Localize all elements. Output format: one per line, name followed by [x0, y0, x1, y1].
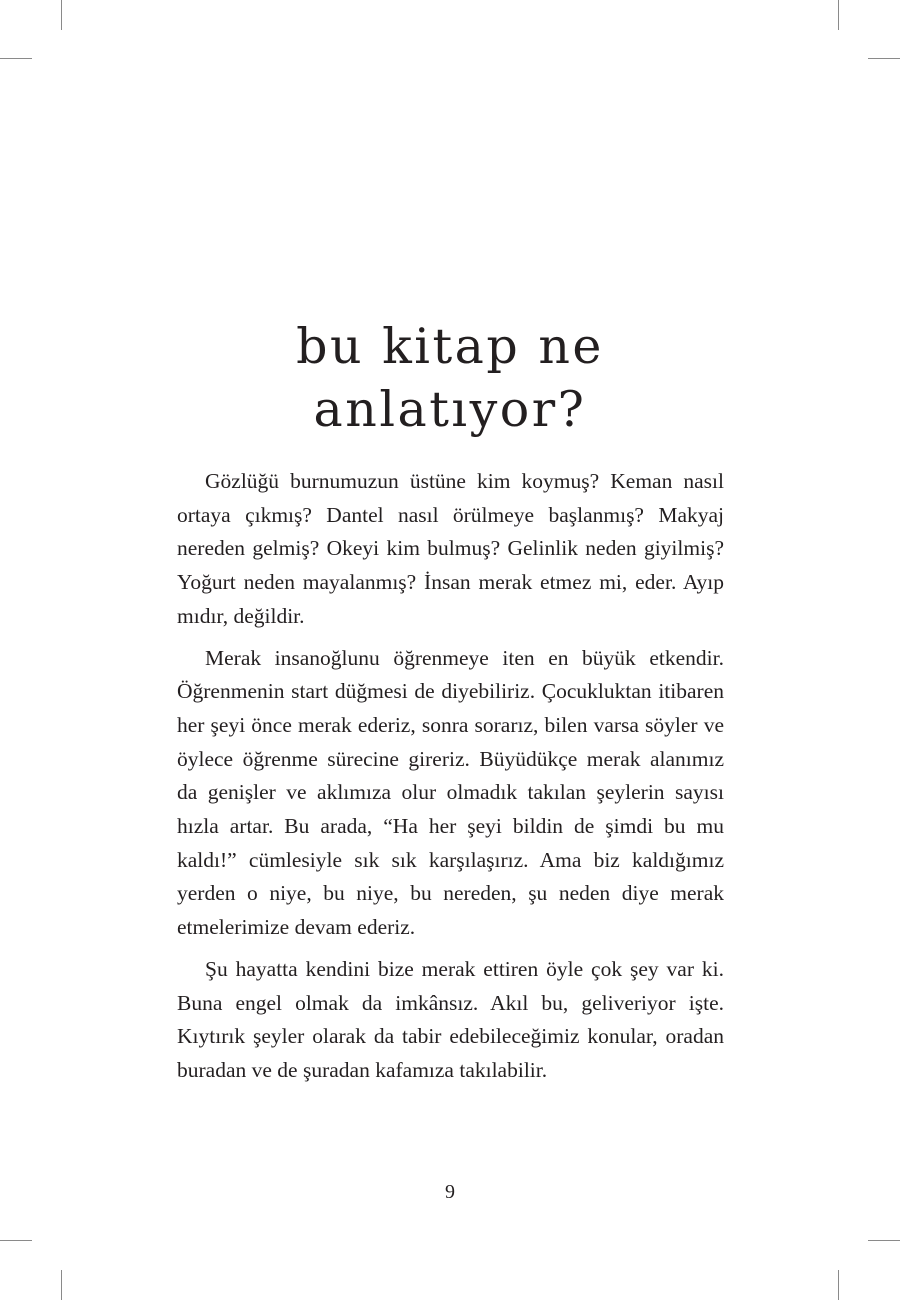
crop-mark-top-right [838, 0, 839, 30]
crop-mark-top-left-horizontal [0, 58, 32, 59]
crop-mark-bottom-left-horizontal [0, 1240, 32, 1241]
crop-mark-top-left [61, 0, 62, 30]
chapter-title-line-1: bu kitap ne [296, 318, 604, 375]
page-number: 9 [445, 1181, 455, 1203]
chapter-body [177, 465, 724, 1096]
crop-mark-bottom-right-horizontal [868, 1240, 900, 1241]
paragraph-2: Merak insanoğlunu öğrenmeye iten en büyük etkendir. Öğrenmenin start düğmesi de diyebiliriz. Çocukluktan itibaren her şeyi önce merak ederiz, sonra sorarız, bilen varsa söyler ve öylece öğrenme sürecine gireriz. Büyüdükçe merak alanımız da genişler ve aklımıza olur olmadık takılan şeylerin sayısı hızla artar. Bu arada, “Ha her şeyi bildin de şimdi bu mu kaldı!” cümlesiyle sık sık karşılaşırız. Ama biz kaldığımız yerden o niye, bu niye, bu nereden, şu neden diye merak etmelerimize devam ederiz. [177, 645, 724, 940]
paragraph-3: Şu hayatta kendini bize merak ettiren öyle çok şey var ki. Buna engel olmak da imkânsız. Akıl bu, geliveriyor işte. Kıytırık şeyler olarak da tabir edebileceğimiz konular, oradan buradan ve de şuradan kafamıza takılabilir. [177, 956, 724, 1082]
chapter-title-line-2: anlatıyor? [313, 381, 587, 438]
chapter-title [0, 315, 900, 441]
crop-mark-top-right-horizontal [868, 58, 900, 59]
crop-mark-bottom-right [838, 1270, 839, 1300]
paragraph-1: Gözlüğü burnumuzun üstüne kim koymuş? Keman nasıl ortaya çıkmış? Dantel nasıl örülmeye başlanmış? Makyaj nereden gelmiş? Okeyi kim bulmuş? Gelinlik neden giyilmiş? Yoğurt neden mayalanmış? İnsan merak etmez mi, eder. Ayıp mıdır, değildir. [177, 469, 724, 628]
crop-mark-bottom-left [61, 1270, 62, 1300]
